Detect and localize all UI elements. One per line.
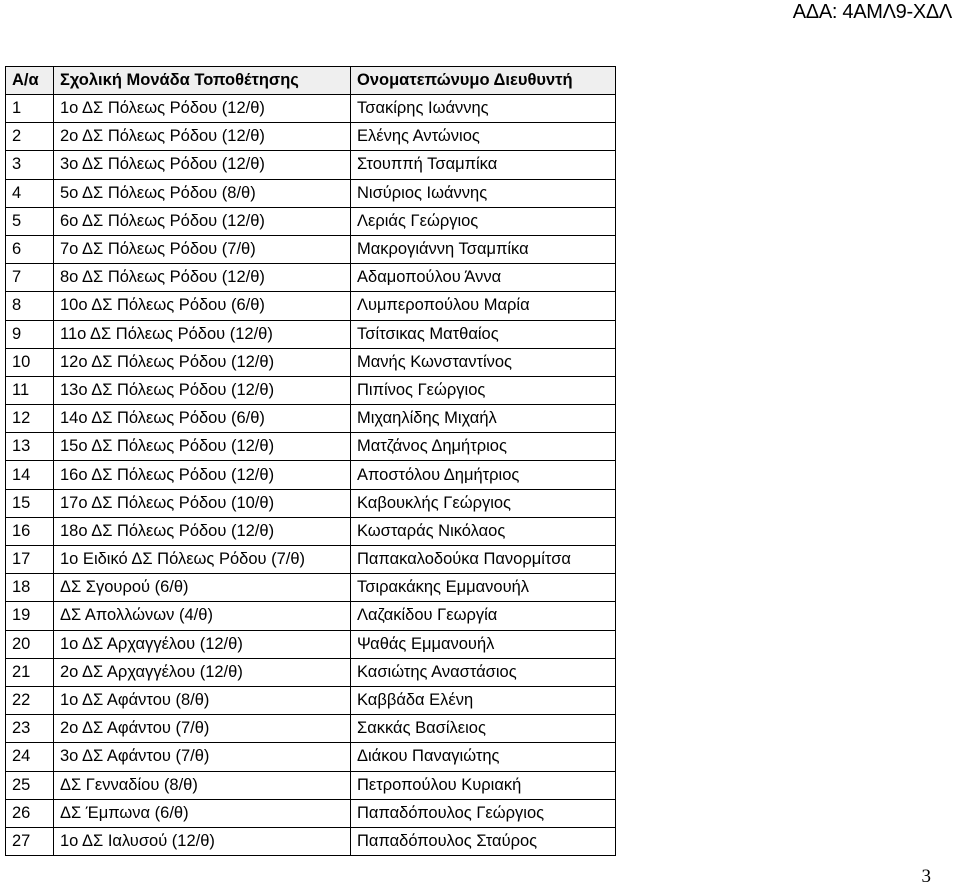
table-row — [6, 405, 616, 433]
column-header-school: Σχολική Μονάδα Τοποθέτησης — [54, 67, 351, 95]
table-row — [6, 517, 616, 545]
row-number-cell: 11 — [6, 376, 54, 404]
row-number-cell: 18 — [6, 574, 54, 602]
school-cell: 1ο ΔΣ Αφάντου (8/θ) — [54, 686, 351, 714]
principal-name-cell: Λυμπεροπούλου Μαρία — [351, 292, 616, 320]
school-cell: 3ο ΔΣ Πόλεως Ρόδου (12/θ) — [54, 151, 351, 179]
school-cell: 1ο Ειδικό ΔΣ Πόλεως Ρόδου (7/θ) — [54, 546, 351, 574]
table-row — [6, 433, 616, 461]
principal-name-cell: Λεριάς Γεώργιος — [351, 207, 616, 235]
school-cell: 13ο ΔΣ Πόλεως Ρόδου (12/θ) — [54, 376, 351, 404]
row-number-cell: 9 — [6, 320, 54, 348]
school-cell: 17ο ΔΣ Πόλεως Ρόδου (10/θ) — [54, 489, 351, 517]
row-number-cell: 3 — [6, 151, 54, 179]
table-row — [6, 602, 616, 630]
row-number-cell: 2 — [6, 123, 54, 151]
school-cell: ΔΣ Γενναδίου (8/θ) — [54, 771, 351, 799]
table-row — [6, 235, 616, 263]
row-number-cell: 26 — [6, 799, 54, 827]
school-cell: 1ο ΔΣ Πόλεως Ρόδου (12/θ) — [54, 95, 351, 123]
row-number-cell: 19 — [6, 602, 54, 630]
table-row — [6, 123, 616, 151]
principal-name-cell: Νισύριος Ιωάννης — [351, 179, 616, 207]
row-number-cell: 24 — [6, 743, 54, 771]
school-cell: 8ο ΔΣ Πόλεως Ρόδου (12/θ) — [54, 264, 351, 292]
school-cell: 2ο ΔΣ Αφάντου (7/θ) — [54, 715, 351, 743]
school-cell: 12ο ΔΣ Πόλεως Ρόδου (12/θ) — [54, 348, 351, 376]
school-cell: ΔΣ Σγουρού (6/θ) — [54, 574, 351, 602]
principal-name-cell: Παπαδόπουλος Γεώργιος — [351, 799, 616, 827]
table-row — [6, 658, 616, 686]
row-number-cell: 1 — [6, 95, 54, 123]
school-cell: 2ο ΔΣ Πόλεως Ρόδου (12/θ) — [54, 123, 351, 151]
row-number-cell: 14 — [6, 461, 54, 489]
row-number-cell: 6 — [6, 235, 54, 263]
table-header-row — [6, 67, 616, 95]
principal-name-cell: Ψαθάς Εμμανουήλ — [351, 630, 616, 658]
table-row — [6, 771, 616, 799]
school-cell: 10ο ΔΣ Πόλεως Ρόδου (6/θ) — [54, 292, 351, 320]
table-row — [6, 348, 616, 376]
table-row — [6, 264, 616, 292]
principal-name-cell: Διάκου Παναγιώτης — [351, 743, 616, 771]
principals-table — [5, 66, 616, 856]
school-cell: 3ο ΔΣ Αφάντου (7/θ) — [54, 743, 351, 771]
school-cell: 15ο ΔΣ Πόλεως Ρόδου (12/θ) — [54, 433, 351, 461]
column-header-principal: Ονοματεπώνυμο Διευθυντή — [351, 67, 616, 95]
table-body — [6, 95, 616, 856]
principal-name-cell: Λαζακίδου Γεωργία — [351, 602, 616, 630]
row-number-cell: 21 — [6, 658, 54, 686]
row-number-cell: 10 — [6, 348, 54, 376]
principal-name-cell: Πετροπούλου Κυριακή — [351, 771, 616, 799]
principal-name-cell: Καββάδα Ελένη — [351, 686, 616, 714]
table-row — [6, 95, 616, 123]
principal-name-cell: Μανής Κωνσταντίνος — [351, 348, 616, 376]
row-number-cell: 23 — [6, 715, 54, 743]
school-cell: 2ο ΔΣ Αρχαγγέλου (12/θ) — [54, 658, 351, 686]
principal-name-cell: Παπαδόπουλος Σταύρος — [351, 827, 616, 855]
table-row — [6, 799, 616, 827]
school-cell: 6ο ΔΣ Πόλεως Ρόδου (12/θ) — [54, 207, 351, 235]
table-row — [6, 686, 616, 714]
table-row — [6, 179, 616, 207]
principal-name-cell: Κωσταράς Νικόλαος — [351, 517, 616, 545]
row-number-cell: 15 — [6, 489, 54, 517]
school-cell: 11ο ΔΣ Πόλεως Ρόδου (12/θ) — [54, 320, 351, 348]
table-row — [6, 320, 616, 348]
table-row — [6, 461, 616, 489]
table-row — [6, 574, 616, 602]
table-row — [6, 546, 616, 574]
principal-name-cell: Στουππή Τσαμπίκα — [351, 151, 616, 179]
row-number-cell: 7 — [6, 264, 54, 292]
table-row — [6, 715, 616, 743]
row-number-cell: 12 — [6, 405, 54, 433]
principal-name-cell: Αποστόλου Δημήτριος — [351, 461, 616, 489]
row-number-cell: 17 — [6, 546, 54, 574]
school-cell: 1ο ΔΣ Αρχαγγέλου (12/θ) — [54, 630, 351, 658]
table-row — [6, 630, 616, 658]
school-cell: ΔΣ Έμπωνα (6/θ) — [54, 799, 351, 827]
principal-name-cell: Τσιρακάκης Εμμανουήλ — [351, 574, 616, 602]
row-number-cell: 13 — [6, 433, 54, 461]
principal-name-cell: Μιχαηλίδης Μιχαήλ — [351, 405, 616, 433]
principal-name-cell: Καβουκλής Γεώργιος — [351, 489, 616, 517]
principal-name-cell: Τσακίρης Ιωάννης — [351, 95, 616, 123]
school-cell: 16ο ΔΣ Πόλεως Ρόδου (12/θ) — [54, 461, 351, 489]
table-row — [6, 827, 616, 855]
row-number-cell: 8 — [6, 292, 54, 320]
page-number: 3 — [921, 866, 931, 887]
row-number-cell: 5 — [6, 207, 54, 235]
school-cell: 1ο ΔΣ Ιαλυσού (12/θ) — [54, 827, 351, 855]
table-row — [6, 743, 616, 771]
school-cell: 7ο ΔΣ Πόλεως Ρόδου (7/θ) — [54, 235, 351, 263]
table-row — [6, 207, 616, 235]
row-number-cell: 20 — [6, 630, 54, 658]
table-row — [6, 151, 616, 179]
ada-code-header: ΑΔΑ: 4ΑΜΛ9-ΧΔΛ — [792, 1, 952, 23]
row-number-cell: 22 — [6, 686, 54, 714]
principal-name-cell: Κασιώτης Αναστάσιος — [351, 658, 616, 686]
school-cell: ΔΣ Απολλώνων (4/θ) — [54, 602, 351, 630]
row-number-cell: 25 — [6, 771, 54, 799]
school-cell: 14ο ΔΣ Πόλεως Ρόδου (6/θ) — [54, 405, 351, 433]
principal-name-cell: Τσίτσικας Ματθαίος — [351, 320, 616, 348]
principal-name-cell: Παπακαλοδούκα Πανορμίτσα — [351, 546, 616, 574]
school-cell: 18ο ΔΣ Πόλεως Ρόδου (12/θ) — [54, 517, 351, 545]
principal-name-cell: Ματζάνος Δημήτριος — [351, 433, 616, 461]
row-number-cell: 4 — [6, 179, 54, 207]
principal-name-cell: Πιπίνος Γεώργιος — [351, 376, 616, 404]
principal-name-cell: Μακρογιάννη Τσαμπίκα — [351, 235, 616, 263]
table-header — [6, 67, 616, 95]
principal-name-cell: Αδαμοπούλου Άννα — [351, 264, 616, 292]
row-number-cell: 27 — [6, 827, 54, 855]
principal-name-cell: Σακκάς Βασίλειος — [351, 715, 616, 743]
column-header-num: Α/α — [6, 67, 54, 95]
table-row — [6, 489, 616, 517]
row-number-cell: 16 — [6, 517, 54, 545]
table-row — [6, 376, 616, 404]
table-row — [6, 292, 616, 320]
school-cell: 5ο ΔΣ Πόλεως Ρόδου (8/θ) — [54, 179, 351, 207]
principal-name-cell: Ελένης Αντώνιος — [351, 123, 616, 151]
